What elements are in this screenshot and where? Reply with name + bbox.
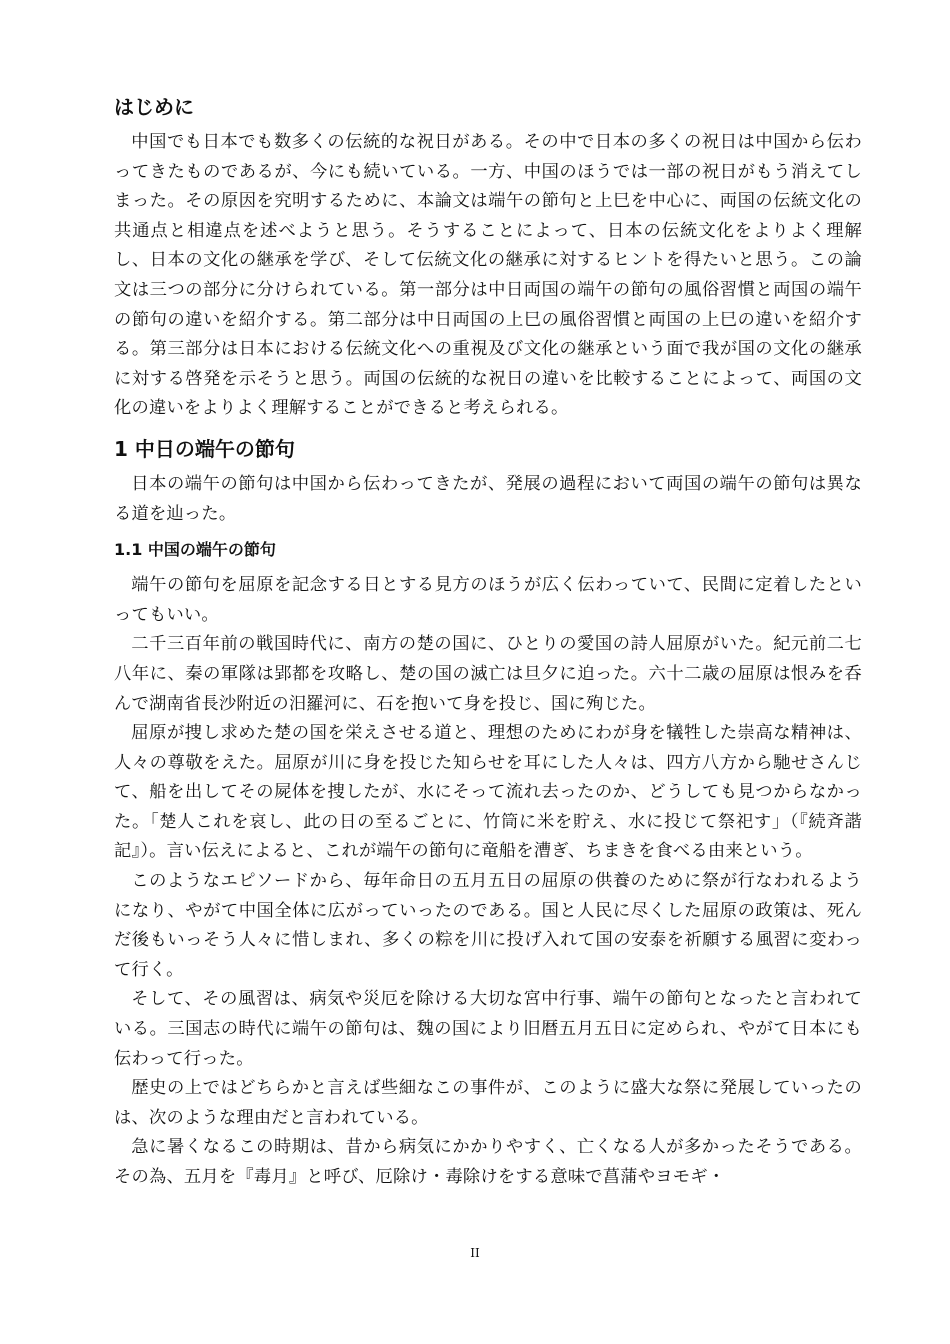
section-heading-intro: はじめに bbox=[114, 95, 194, 119]
subsection-heading-1-1: 1.1 中国の端午の節句 bbox=[114, 540, 276, 560]
paragraph: 日本の端午の節句は中国から伝わってきたが、発展の過程において両国の端午の節句は異なる道を辿った。 bbox=[114, 473, 862, 524]
paragraph: 歴史の上ではどちらかと言えば些細なこの事件が、このように盛大な祭に発展していったのは、次のような理由だと言われている。 bbox=[114, 1078, 862, 1128]
paragraph: 急に暑くなるこの時期は、昔から病気にかかりやすく、亡くなる人が多かったそうである。その為、五月を『毒月』と呼び、厄除け・毒除けをする意味で菖蒲やヨモギ・ bbox=[114, 1137, 862, 1187]
paragraph: 端午の節句を屈原を記念する日とする見方のほうが広く伝わっていて、民間に定着したといってもいい。 bbox=[114, 575, 862, 625]
paragraph: 屈原が捜し求めた楚の国を栄えさせる道と、理想のためにわが身を犠牲した崇高な精神は、人々の尊敬をえた。屈原が川に身を投じた知らせを耳にした人々は、四方八方から馳せさんじて、船を出してその屍体を捜したが、水にそって流れ去ったのか、どうしても見つからなかった。「楚人これを哀し、此の日の至るごとに、竹筒に米を貯え、水に投じて祭祀す」（『続斉諧記』）。言い伝えによると、これが端午の節句に竜船を漕ぎ、ちまきを食べる由来という。 bbox=[114, 723, 862, 862]
paragraph: 二千三百年前の戦国時代に、南方の楚の国に、ひとりの愛国の詩人屈原がいた。紀元前二七八年に、秦の軍隊は郢都を攻略し、楚の国の滅亡は旦夕に迫った。六十二歳の屈原は恨みを呑んで湖南省長沙附近の汨羅河に、石を抱いて身を投じ、国に殉じた。 bbox=[114, 634, 862, 714]
section-heading-1: 1 中日の端午の節句 bbox=[114, 436, 295, 461]
page-number: II bbox=[470, 1246, 480, 1260]
paragraph: 中国でも日本でも数多くの伝統的な祝日がある。その中で日本の多くの祝日は中国から伝わってきたものであるが、今にも続いている。一方、中国のほうでは一部の祝日がもう消えてしまった。その原因を究明するために、本論文は端午の節句と上巳を中心に、両国の伝統文化の共通点と相違点を述べようと思う。そうすることによって、日本の伝統文化をよりよく理解し、日本の文化の継承を学び、そして伝統文化の継承に対するヒントを得たいと思う。この論文は三つの部分に分けられている。第一部分は中日両国の端午の節句の風俗習慣と両国の端午の節句の違いを紹介する。第二部分は中日両国の上巳の風俗習慣と両国の上巳の違いを紹介する。第三部分は日本における伝統文化への重視及び文化の継承という面で我が国の文化の継承に対する啓発を示そうと思う。両国の伝統的な祝日の違いを比較することによって、両国の文化の違いをよりよく理解することができると考えられる。 bbox=[114, 132, 862, 419]
paragraph: そして、その風習は、病気や災厄を除ける大切な宮中行事、端午の節句となったと言われている。三国志の時代に端午の節句は、魏の国により旧暦五月五日に定められ、やがて日本にも伝わって行った。 bbox=[114, 989, 862, 1069]
document-page bbox=[114, 92, 862, 1193]
paragraph: このようなエピソードから、毎年命日の五月五日の屈原の供養のために祭が行なわれるようになり、やがて中国全体に広がっていったのである。国と人民に尽くした屈原の政策は、死んだ後もいっそう人々に惜しまれ、多くの粽を川に投げ入れて国の安泰を祈願する風習に変わって行く。 bbox=[114, 871, 862, 980]
